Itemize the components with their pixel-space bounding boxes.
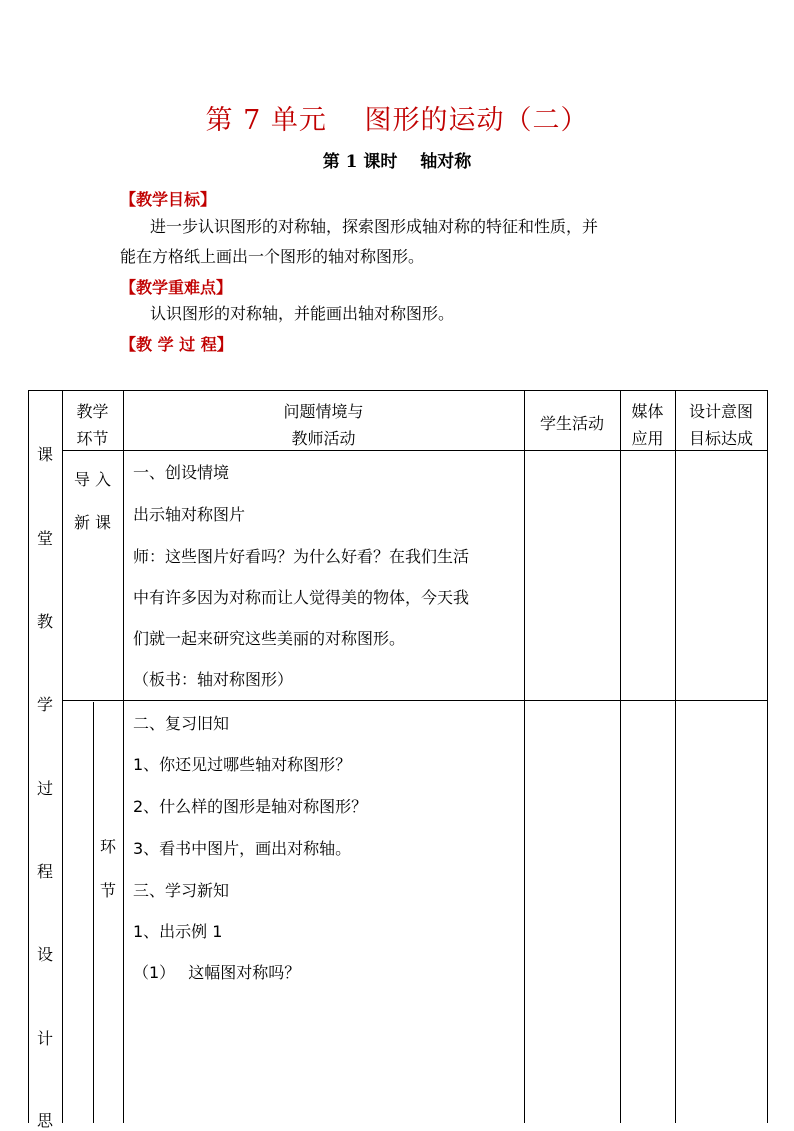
stage-column-divider <box>123 390 124 1123</box>
header-activity-line-2: 教师活动 <box>291 429 356 448</box>
header-activity <box>123 398 524 452</box>
header-design-line-2: 目标达成 <box>688 429 753 448</box>
side-label-char: 学 <box>36 695 53 714</box>
row2-line: （1） 这幅图对称吗？ <box>133 963 301 982</box>
objectives-text <box>120 212 680 272</box>
header-activity-line-1: 问题情境与 <box>283 402 364 421</box>
header-stage <box>62 398 123 452</box>
row2-stage-char: 节 <box>99 881 116 900</box>
row1-stage-line-2: 新 课 <box>73 513 112 532</box>
side-label-char: 设 <box>36 945 53 964</box>
header-stage-line-2: 环节 <box>76 429 109 448</box>
header-student: 学生活动 <box>539 414 604 433</box>
row2-line: 1、出示例 1 <box>133 922 223 941</box>
row2-line: 3、看书中图片，画出对称轴。 <box>133 839 352 858</box>
table-border-right <box>767 390 768 1123</box>
process-label: 【教 学 过 程】 <box>120 335 233 354</box>
stage-subcolumn-divider <box>93 702 94 1123</box>
page-title: 第 7 单元 图形的运动（二） <box>205 105 589 136</box>
side-label-char: 课 <box>36 445 53 464</box>
row1-line: （板书：轴对称图形） <box>133 670 294 689</box>
side-label-char: 过 <box>36 779 53 798</box>
lesson-process-table <box>28 390 768 1130</box>
row1-line: 一、创设情境 <box>133 463 230 482</box>
row1-stage-line-1: 导 入 <box>73 470 112 489</box>
objectives-line-2: 能在方格纸上画出一个图形的轴对称图形。 <box>120 247 425 266</box>
header-stage-line-1: 教学 <box>76 402 109 421</box>
row1-stage <box>62 458 123 544</box>
side-label-char: 程 <box>36 862 53 881</box>
key-points-label: 【教学重难点】 <box>120 278 233 297</box>
header-media-line-1: 媒体 <box>631 402 664 421</box>
row2-stage-char: 环 <box>99 837 116 856</box>
row2-line: 2、什么样的图形是轴对称图形？ <box>133 797 368 816</box>
key-points-text: 认识图形的对称轴，并能画出轴对称图形。 <box>150 304 455 323</box>
row1-line: 师：这些图片好看吗？为什么好看？在我们生活 <box>133 547 470 566</box>
objectives-line-1: 进一步认识图形的对称轴，探索图形成轴对称的特征和性质，并 <box>150 217 599 236</box>
row2-line: 三、学习新知 <box>133 881 230 900</box>
header-media-line-2: 应用 <box>631 429 664 448</box>
table-border-left <box>28 390 29 1123</box>
activity-column-divider <box>524 390 525 1123</box>
row2-line: 1、你还见过哪些轴对称图形？ <box>133 755 352 774</box>
row1-line: 中有许多因为对称而让人觉得美的物体，今天我 <box>133 588 470 607</box>
side-label-char: 思 <box>36 1111 53 1130</box>
header-design-line-1: 设计意图 <box>688 402 753 421</box>
side-label-char: 计 <box>36 1029 53 1048</box>
row1-line: 们就一起来研究这些美丽的对称图形。 <box>133 629 406 648</box>
lesson-subtitle: 第 1 课时 轴对称 <box>322 152 472 172</box>
row2-line: 二、复习旧知 <box>133 714 230 733</box>
row1-line: 出示轴对称图片 <box>133 505 246 524</box>
side-label-char: 教 <box>36 612 53 631</box>
header-media <box>620 398 675 452</box>
media-column-divider <box>675 390 676 1123</box>
student-column-divider <box>620 390 621 1123</box>
objectives-label: 【教学目标】 <box>120 190 217 209</box>
header-design <box>675 398 767 452</box>
table-border-top <box>28 390 768 391</box>
row-divider <box>62 700 768 701</box>
side-label-char: 堂 <box>36 529 53 548</box>
